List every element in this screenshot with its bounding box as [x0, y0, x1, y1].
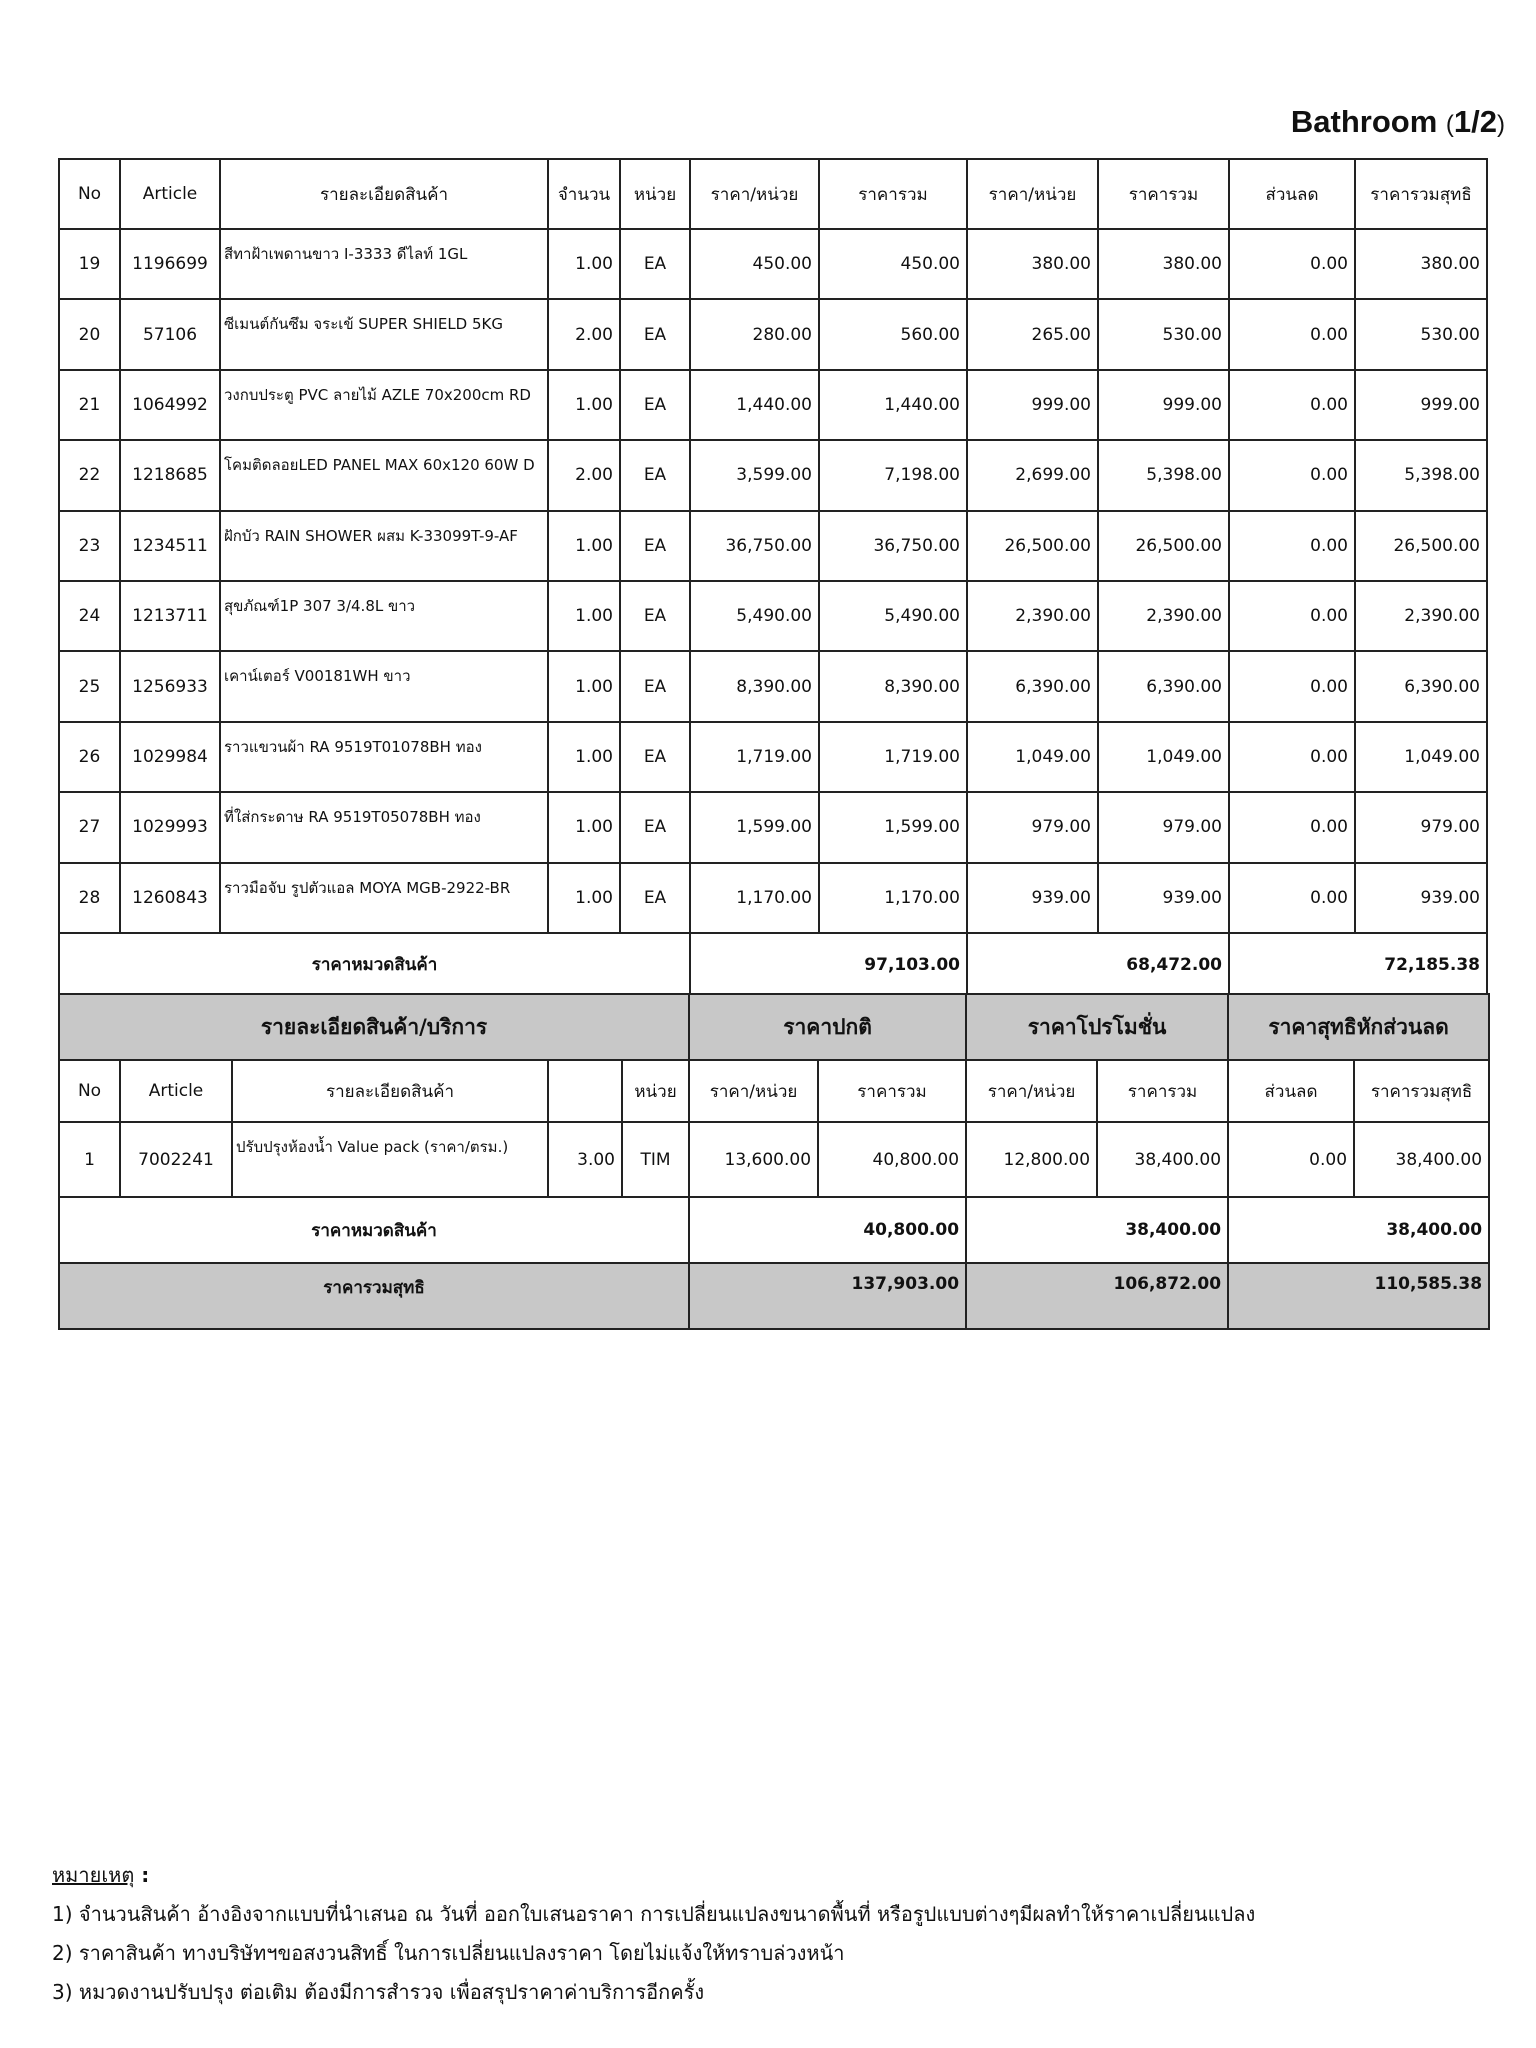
cell-promo-total: 6,390.00	[1098, 651, 1229, 721]
cell-total-price: 1,719.00	[819, 722, 967, 792]
cell-quantity: 1.00	[548, 792, 620, 862]
cell-net-total: 1,049.00	[1355, 722, 1487, 792]
cell-description: เคาน์เตอร์ V00181WH ขาว	[220, 651, 548, 721]
cell-promo-unit-price: 939.00	[967, 863, 1098, 933]
cell-unit: EA	[620, 863, 690, 933]
table-row	[59, 511, 1487, 581]
cell-description: ปรับปรุงห้องน้ำ Value pack (ราคา/ตรม.)	[232, 1122, 548, 1197]
band-service-details: รายละเอียดสินค้า/บริการ	[59, 994, 689, 1060]
cell-unit-price: 13,600.00	[689, 1122, 818, 1197]
note-item: 3) หมวดงานปรับปรุง ต่อเติม ต้องมีการสำรวจ เพื่อสรุปราคาค่าบริการอีกครั้ง	[52, 1980, 705, 2004]
cell-net-total: 939.00	[1355, 863, 1487, 933]
cell-net-total: 999.00	[1355, 370, 1487, 440]
cell-unit: EA	[620, 722, 690, 792]
header-unit-price: ราคา/หน่วย	[690, 159, 819, 229]
cell-promo-total: 2,390.00	[1098, 581, 1229, 651]
header-unit-price: ราคา/หน่วย	[689, 1060, 818, 1122]
cell-promo-unit-price: 380.00	[967, 229, 1098, 299]
service-table	[58, 993, 1490, 1330]
table-row	[59, 722, 1487, 792]
header-no: No	[59, 1060, 120, 1122]
table-row	[59, 299, 1487, 369]
header-article: Article	[120, 159, 220, 229]
cell-article: 1234511	[120, 511, 220, 581]
cell-no: 21	[59, 370, 120, 440]
page-title	[1291, 104, 1505, 140]
cell-unit-price: 1,719.00	[690, 722, 819, 792]
service-table-header	[59, 1060, 1489, 1122]
grand-normal-total: 137,903.00	[689, 1263, 966, 1329]
cell-unit: EA	[620, 370, 690, 440]
cell-net-total: 5,398.00	[1355, 440, 1487, 510]
cell-article: 57106	[120, 299, 220, 369]
cell-no: 24	[59, 581, 120, 651]
grand-total-label: ราคารวมสุทธิ	[59, 1263, 689, 1329]
cell-unit-price: 5,490.00	[690, 581, 819, 651]
cell-description: วงกบประตู PVC ลายไม้ AZLE 70x200cm RD	[220, 370, 548, 440]
cell-article: 1218685	[120, 440, 220, 510]
cell-unit-price: 3,599.00	[690, 440, 819, 510]
band-promo-price: ราคาโปรโมชั่น	[966, 994, 1228, 1060]
cell-article: 1196699	[120, 229, 220, 299]
header-description: รายละเอียดสินค้า	[220, 159, 548, 229]
cell-quantity: 2.00	[548, 440, 620, 510]
cell-unit: TIM	[622, 1122, 689, 1197]
cell-unit: EA	[620, 792, 690, 862]
cell-net-total: 979.00	[1355, 792, 1487, 862]
cell-promo-total: 979.00	[1098, 792, 1229, 862]
cell-description: สีทาฝ้าเพดานขาว I-3333 ดีไลท์ 1GL	[220, 229, 548, 299]
cell-promo-unit-price: 2,699.00	[967, 440, 1098, 510]
cell-promo-total: 939.00	[1098, 863, 1229, 933]
header-quantity: จำนวน	[548, 159, 620, 229]
cell-article: 1029984	[120, 722, 220, 792]
cell-unit-price: 1,440.00	[690, 370, 819, 440]
cell-net-total: 26,500.00	[1355, 511, 1487, 581]
cell-article: 1064992	[120, 370, 220, 440]
cell-no: 26	[59, 722, 120, 792]
service-summary-label: ราคาหมวดสินค้า	[59, 1197, 689, 1263]
band-normal-price: ราคาปกติ	[689, 994, 966, 1060]
service-band-row	[59, 994, 1489, 1060]
summary-net-total: 72,185.38	[1229, 933, 1487, 997]
cell-net-total: 2,390.00	[1355, 581, 1487, 651]
cell-description: ฝักบัว RAIN SHOWER ผสม K-33099T-9-AF	[220, 511, 548, 581]
cell-description: ที่ใส่กระดาษ RA 9519T05078BH ทอง	[220, 792, 548, 862]
cell-quantity: 1.00	[548, 581, 620, 651]
product-table-header	[59, 159, 1487, 229]
header-discount: ส่วนลด	[1229, 159, 1355, 229]
cell-description: ราวแขวนผ้า RA 9519T01078BH ทอง	[220, 722, 548, 792]
cell-unit: EA	[620, 229, 690, 299]
table-row	[59, 581, 1487, 651]
cell-quantity: 1.00	[548, 863, 620, 933]
cell-unit: EA	[620, 581, 690, 651]
band-net-price: ราคาสุทธิหักส่วนลด	[1228, 994, 1489, 1060]
table-row	[59, 863, 1487, 933]
cell-promo-unit-price: 26,500.00	[967, 511, 1098, 581]
header-unit: หน่วย	[622, 1060, 689, 1122]
note-item: 1) จำนวนสินค้า อ้างอิงจากแบบที่นำเสนอ ณ วันที่ ออกใบเสนอราคา การเปลี่ยนแปลงขนาดพื้นที่ หรือรูปแบบต่างๆมีผลทำให้ราคาเปลี่ยนแปลง	[52, 1902, 1256, 1926]
cell-discount: 0.00	[1229, 370, 1355, 440]
cell-article: 1256933	[120, 651, 220, 721]
summary-label: ราคาหมวดสินค้า	[59, 933, 690, 997]
cell-article: 1260843	[120, 863, 220, 933]
title-page: 1/2	[1453, 104, 1497, 139]
cell-promo-unit-price: 999.00	[967, 370, 1098, 440]
cell-description: สุขภัณฑ์1P 307 3/4.8L ขาว	[220, 581, 548, 651]
header-description: รายละเอียดสินค้า	[232, 1060, 548, 1122]
table-row	[59, 651, 1487, 721]
product-summary-row	[59, 933, 1487, 997]
cell-quantity: 1.00	[548, 229, 620, 299]
note-item: 2) ราคาสินค้า ทางบริษัทฯขอสงวนสิทธิ์ ในการเปลี่ยนแปลงราคา โดยไม่แจ้งให้ทราบล่วงหน้า	[52, 1941, 845, 1965]
cell-description: ราวมือจับ รูปตัวแอล MOYA MGB-2922-BR	[220, 863, 548, 933]
cell-net-total: 530.00	[1355, 299, 1487, 369]
cell-promo-total: 5,398.00	[1098, 440, 1229, 510]
header-promo-total: ราคารวม	[1097, 1060, 1228, 1122]
cell-unit-price: 1,599.00	[690, 792, 819, 862]
cell-promo-total: 26,500.00	[1098, 511, 1229, 581]
cell-promo-total: 999.00	[1098, 370, 1229, 440]
cell-discount: 0.00	[1229, 229, 1355, 299]
cell-article: 1213711	[120, 581, 220, 651]
cell-total-price: 1,599.00	[819, 792, 967, 862]
header-net-total: ราคารวมสุทธิ	[1354, 1060, 1489, 1122]
cell-no: 22	[59, 440, 120, 510]
cell-discount: 0.00	[1229, 581, 1355, 651]
cell-promo-unit-price: 12,800.00	[966, 1122, 1097, 1197]
cell-description: โคมติดลอยLED PANEL MAX 60x120 60W D	[220, 440, 548, 510]
product-table	[58, 158, 1488, 998]
header-discount: ส่วนลด	[1228, 1060, 1354, 1122]
cell-total-price: 560.00	[819, 299, 967, 369]
cell-unit-price: 450.00	[690, 229, 819, 299]
cell-no: 19	[59, 229, 120, 299]
cell-no: 23	[59, 511, 120, 581]
cell-discount: 0.00	[1229, 651, 1355, 721]
cell-total-price: 5,490.00	[819, 581, 967, 651]
table-row	[59, 792, 1487, 862]
service-summary-promo-total: 38,400.00	[966, 1197, 1228, 1263]
cell-promo-total: 530.00	[1098, 299, 1229, 369]
service-summary-normal-total: 40,800.00	[689, 1197, 966, 1263]
notes-heading-line	[52, 1856, 1255, 1895]
title-paren-open: (	[1445, 111, 1454, 138]
header-promo-unit-price: ราคา/หน่วย	[967, 159, 1098, 229]
grand-total-row	[59, 1263, 1489, 1329]
cell-net-total: 380.00	[1355, 229, 1487, 299]
cell-no: 25	[59, 651, 120, 721]
header-total-price: ราคารวม	[818, 1060, 966, 1122]
cell-unit: EA	[620, 299, 690, 369]
cell-net-total: 6,390.00	[1355, 651, 1487, 721]
cell-quantity: 1.00	[548, 651, 620, 721]
cell-unit: EA	[620, 440, 690, 510]
notes-section	[52, 1856, 1255, 2012]
table-row	[59, 229, 1487, 299]
cell-promo-unit-price: 6,390.00	[967, 651, 1098, 721]
grand-promo-total: 106,872.00	[966, 1263, 1228, 1329]
cell-no: 27	[59, 792, 120, 862]
title-paren-close: )	[1497, 111, 1505, 138]
cell-total-price: 8,390.00	[819, 651, 967, 721]
header-net-total: ราคารวมสุทธิ	[1355, 159, 1487, 229]
cell-total-price: 40,800.00	[818, 1122, 966, 1197]
cell-discount: 0.00	[1229, 299, 1355, 369]
cell-unit: EA	[620, 511, 690, 581]
cell-promo-total: 1,049.00	[1098, 722, 1229, 792]
cell-promo-unit-price: 2,390.00	[967, 581, 1098, 651]
header-article: Article	[120, 1060, 232, 1122]
notes-colon: :	[134, 1863, 150, 1887]
cell-promo-unit-price: 1,049.00	[967, 722, 1098, 792]
cell-discount: 0.00	[1229, 792, 1355, 862]
cell-no: 1	[59, 1122, 120, 1197]
cell-unit-price: 36,750.00	[690, 511, 819, 581]
service-summary-net-total: 38,400.00	[1228, 1197, 1489, 1263]
cell-no: 28	[59, 863, 120, 933]
cell-promo-total: 38,400.00	[1097, 1122, 1228, 1197]
cell-quantity: 1.00	[548, 511, 620, 581]
table-row	[59, 370, 1487, 440]
cell-description: ซีเมนต์กันซึม จระเข้ SUPER SHIELD 5KG	[220, 299, 548, 369]
cell-discount: 0.00	[1229, 511, 1355, 581]
cell-unit-price: 1,170.00	[690, 863, 819, 933]
cell-quantity: 2.00	[548, 299, 620, 369]
cell-total-price: 36,750.00	[819, 511, 967, 581]
cell-unit: EA	[620, 651, 690, 721]
title-text: Bathroom	[1290, 104, 1438, 139]
cell-no: 20	[59, 299, 120, 369]
cell-quantity: 1.00	[548, 370, 620, 440]
header-promo-total: ราคารวม	[1098, 159, 1229, 229]
cell-total-price: 1,440.00	[819, 370, 967, 440]
table-row	[59, 440, 1487, 510]
cell-promo-unit-price: 979.00	[967, 792, 1098, 862]
header-unit: หน่วย	[620, 159, 690, 229]
service-summary-row	[59, 1197, 1489, 1263]
header-no: No	[59, 159, 120, 229]
cell-discount: 0.00	[1229, 722, 1355, 792]
cell-article: 1029993	[120, 792, 220, 862]
cell-quantity: 3.00	[548, 1122, 622, 1197]
header-total-price: ราคารวม	[819, 159, 967, 229]
cell-total-price: 7,198.00	[819, 440, 967, 510]
cell-discount: 0.00	[1228, 1122, 1354, 1197]
cell-total-price: 450.00	[819, 229, 967, 299]
cell-unit-price: 8,390.00	[690, 651, 819, 721]
cell-promo-total: 380.00	[1098, 229, 1229, 299]
cell-article: 7002241	[120, 1122, 232, 1197]
cell-net-total: 38,400.00	[1354, 1122, 1489, 1197]
summary-normal-total: 97,103.00	[690, 933, 967, 997]
cell-quantity: 1.00	[548, 722, 620, 792]
cell-discount: 0.00	[1229, 863, 1355, 933]
cell-unit-price: 280.00	[690, 299, 819, 369]
cell-promo-unit-price: 265.00	[967, 299, 1098, 369]
header-quantity	[548, 1060, 622, 1122]
grand-net-total: 110,585.38	[1228, 1263, 1489, 1329]
header-promo-unit-price: ราคา/หน่วย	[966, 1060, 1097, 1122]
cell-discount: 0.00	[1229, 440, 1355, 510]
notes-heading: หมายเหตุ	[52, 1863, 135, 1887]
summary-promo-total: 68,472.00	[967, 933, 1229, 997]
cell-total-price: 1,170.00	[819, 863, 967, 933]
table-row	[59, 1122, 1489, 1197]
